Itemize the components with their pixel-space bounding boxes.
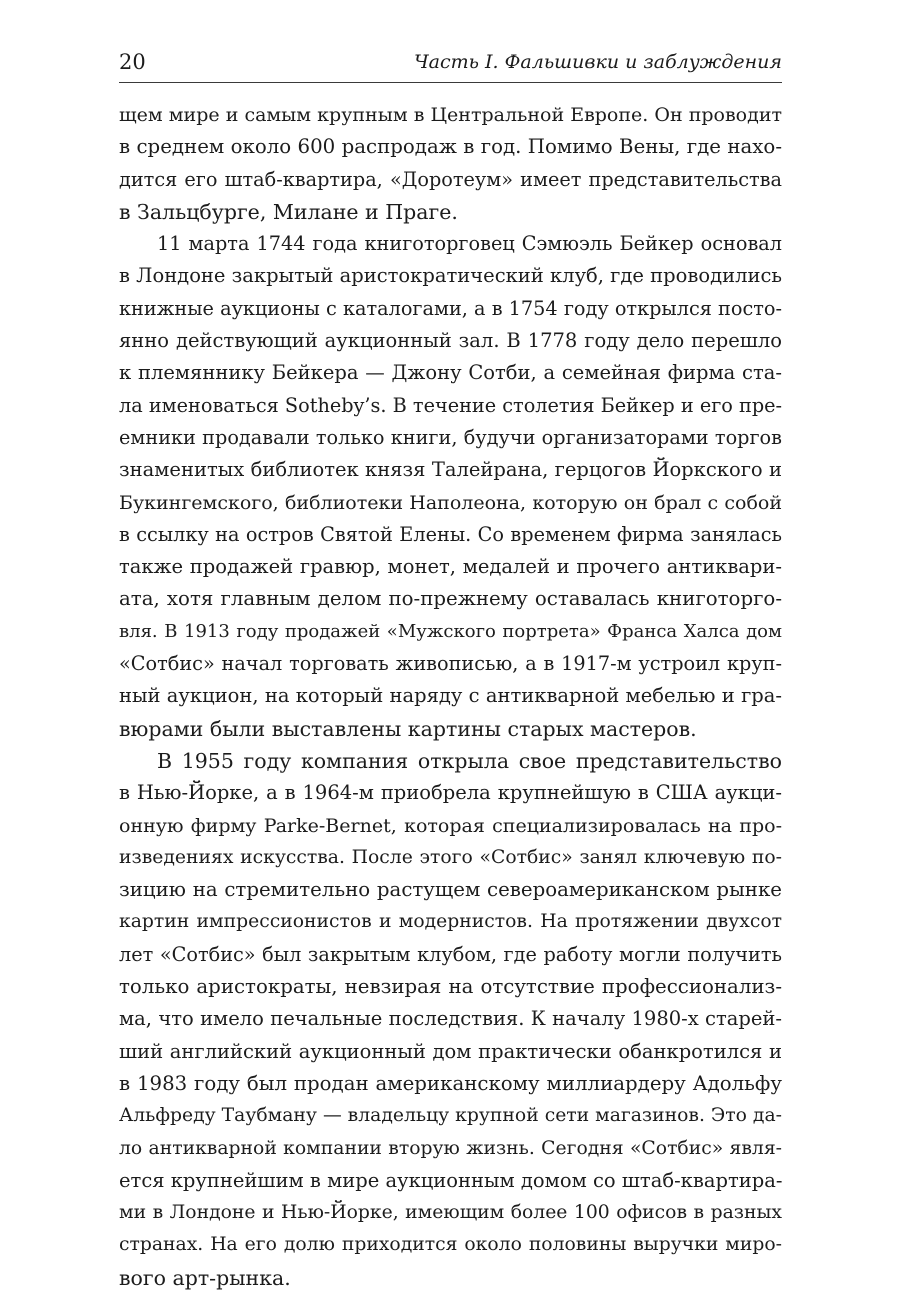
text-line: «Сотбис» начал торговать живописью, а в 1917-м устроил круп- (119, 652, 782, 676)
paragraph (119, 745, 782, 1294)
text-line: ший английский аукционный дом практически обанкротился и (119, 1039, 782, 1063)
text-line: В 1955 году компания открыла свое представительство (157, 748, 782, 773)
text-line: онную фирму Parke-Bernet, которая специализировалась на про- (119, 814, 782, 837)
text-line: к племяннику Бейкера — Джону Сотби, а семейная фирма ста- (119, 361, 782, 385)
text-line: Альфреду Таубману — владельцу крупной сети магазинов. Это да- (119, 1105, 782, 1127)
text-line: ный аукцион, на который наряду с антикварной мебелью и гра- (119, 684, 782, 708)
text-line: емники продавали только книги, будучи организаторами торгов (119, 425, 782, 449)
text-line: лет «Сотбис» был закрытым клубом, где работу могли получить (119, 942, 782, 966)
text-line: ата, хотя главным делом по-прежнему оставалась книготорго- (119, 587, 782, 611)
paragraph (119, 99, 782, 228)
text-line: в среднем около 600 распродаж в год. Помимо Вены, где нахо- (119, 135, 782, 159)
header-rule (119, 82, 782, 83)
text-line: в ссылку на остров Святой Елены. Со временем фирма занялась (119, 522, 782, 546)
paragraph (119, 228, 782, 745)
text-line: Букингемского, библиотеки Наполеона, которую он брал с собой (119, 491, 782, 514)
text-line: вюрами были выставлены картины старых мастеров. (119, 716, 697, 741)
text-line: в Зальцбурге, Милане и Праге. (119, 199, 458, 224)
text-line: дится его штаб-квартира, «Доротеум» имеет представительства (119, 167, 782, 191)
text-line: в Лондоне закрытый аристократический клуб, где проводились (119, 264, 782, 288)
body-text (119, 99, 782, 1294)
text-line: знаменитых библиотек князя Талейрана, герцогов Йоркского и (119, 458, 782, 482)
text-line: вля. В 1913 году продажей «Мужского портрета» Франса Халса дом (119, 620, 782, 642)
text-line: янно действующий аукционный зал. В 1778 году дело перешло (119, 329, 782, 353)
text-line: ется крупнейшим в мире аукционным домом со штаб-квартира- (119, 1168, 783, 1192)
text-line: изведениях искусства. После этого «Сотбис» занял ключевую по- (119, 846, 782, 868)
text-line: 11 марта 1744 года книготорговец Сэмюэль Бейкер основал (157, 232, 782, 256)
running-title: Часть I. Фальшивки и заблуждения (414, 51, 782, 73)
page-number: 20 (119, 50, 146, 74)
text-line: ло антикварной компании вторую жизнь. Сегодня «Сотбис» явля- (119, 1137, 782, 1159)
text-line: книжные аукционы с каталогами, а в 1754 году открылся посто- (119, 296, 782, 320)
running-head (119, 47, 782, 77)
text-line: ма, что имело печальные последствия. К началу 1980-х старей- (119, 1007, 782, 1031)
text-line: в Нью-Йорке, а в 1964-м приобрела крупнейшую в США аукци- (119, 781, 782, 805)
text-line: также продажей гравюр, монет, медалей и прочего антиквари- (119, 555, 782, 579)
text-line: щем мире и самым крупным в Центральной Европе. Он проводит (119, 104, 782, 126)
text-line: в 1983 году был продан американскому миллиардеру Адольфу (119, 1071, 782, 1095)
text-line: вого арт-рынка. (119, 1265, 291, 1290)
text-line: зицию на стремительно растущем североамериканском рынке (119, 878, 782, 902)
text-line: ми в Лондоне и Нью-Йорке, имеющим более 100 офисов в разных (119, 1202, 782, 1224)
text-line: странах. На его долю приходится около половины выручки миро- (119, 1234, 782, 1256)
text-line: только аристократы, невзирая на отсутствие профессионализ- (119, 975, 782, 999)
text-line: ла именоваться Sotheby’s. В течение столетия Бейкер и его пре- (119, 393, 783, 417)
text-line: картин импрессионистов и модернистов. На протяжении двухсот (119, 911, 782, 933)
